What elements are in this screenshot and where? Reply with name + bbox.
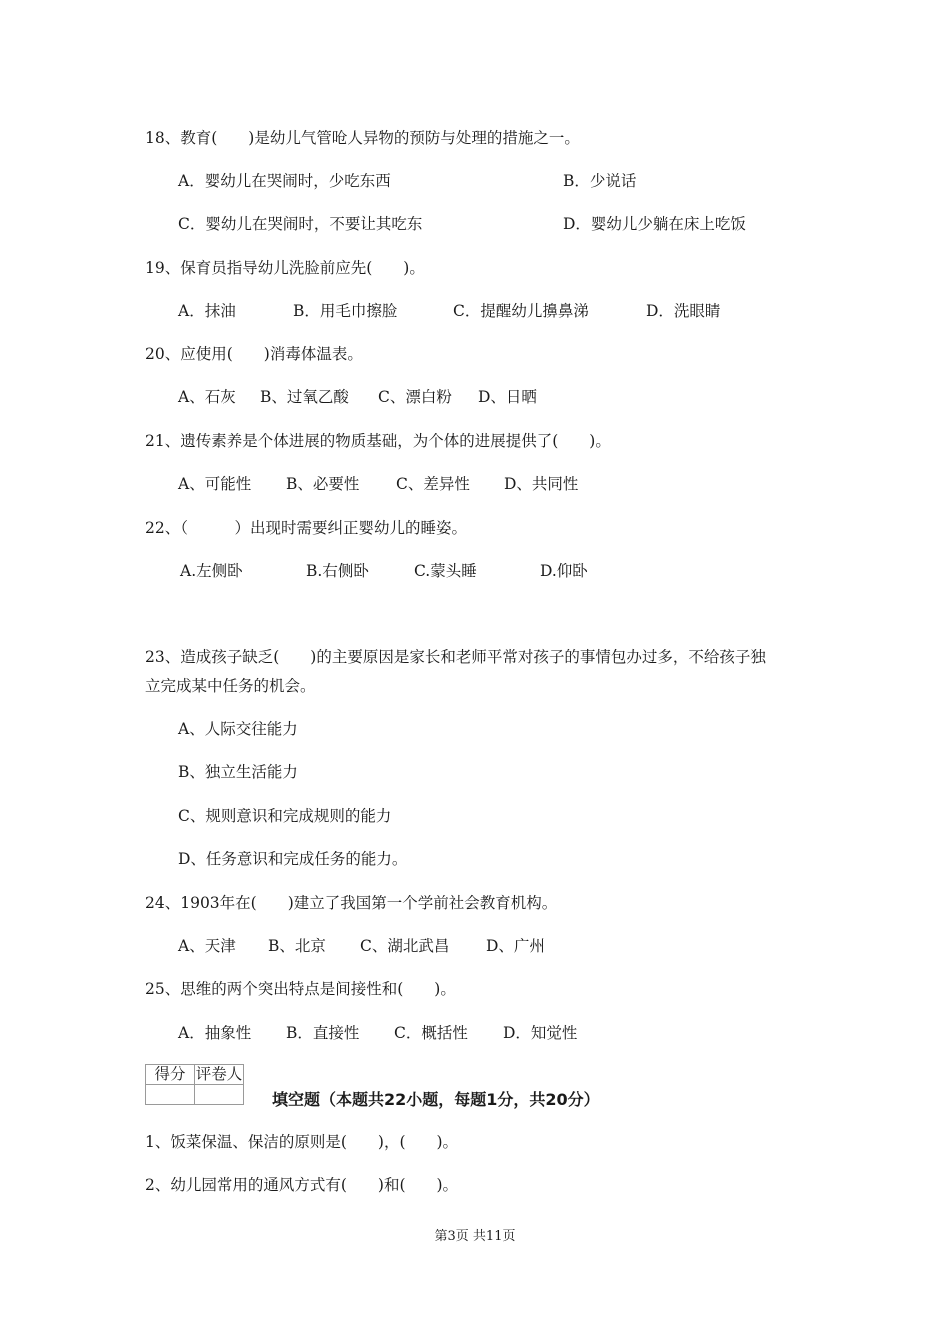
question-18-option-a[interactable]: A．婴幼儿在哭闹时，少吃东西 — [178, 172, 391, 190]
question-23-option-d[interactable]: D、任务意识和完成任务的能力。 — [178, 850, 408, 868]
question-23-stem-line1: 23、造成孩子缺乏( )的主要原因是家长和老师平常对孩子的事情包办过多，不给孩子独 — [145, 648, 766, 666]
question-20-option-b[interactable]: B、过氧乙酸 — [260, 388, 349, 406]
question-23-stem-line2: 立完成某中任务的机会。 — [145, 677, 316, 695]
question-21-option-b[interactable]: B、必要性 — [286, 475, 360, 493]
question-22-option-b[interactable]: B.右侧卧 — [306, 562, 369, 580]
question-20-stem: 20、应使用( )消毒体温表。 — [145, 345, 363, 363]
question-21-option-a[interactable]: A、可能性 — [178, 475, 252, 493]
question-23-option-a[interactable]: A、人际交往能力 — [178, 720, 298, 738]
question-19-option-d[interactable]: D．洗眼睛 — [646, 302, 721, 320]
question-25-option-a[interactable]: A．抽象性 — [178, 1024, 252, 1042]
question-21-option-d[interactable]: D、共同性 — [504, 475, 579, 493]
question-20-option-a[interactable]: A、石灰 — [178, 388, 236, 406]
score-cell[interactable] — [146, 1085, 195, 1105]
question-25-option-d[interactable]: D．知觉性 — [503, 1024, 578, 1042]
question-25-stem: 25、思维的两个突出特点是间接性和( )。 — [145, 980, 456, 998]
question-22-option-c[interactable]: C.蒙头睡 — [414, 562, 477, 580]
question-24-option-a[interactable]: A、天津 — [178, 937, 236, 955]
question-21-stem: 21、遗传素养是个体进展的物质基础，为个体的进展提供了( )。 — [145, 432, 611, 450]
question-19-option-b[interactable]: B．用毛巾擦脸 — [293, 302, 398, 320]
page-number: 第3页 共11页 — [434, 1229, 516, 1244]
question-18-option-b[interactable]: B．少说话 — [563, 172, 637, 190]
question-23-option-c[interactable]: C、规则意识和完成规则的能力 — [178, 807, 392, 825]
question-22-option-d[interactable]: D.仰卧 — [540, 562, 588, 580]
grader-cell[interactable] — [195, 1085, 244, 1105]
question-23-option-b[interactable]: B、独立生活能力 — [178, 763, 298, 781]
fill-in-question-2: 2、幼儿园常用的通风方式有( )和( )。 — [145, 1176, 459, 1194]
question-25-option-c[interactable]: C．概括性 — [394, 1024, 468, 1042]
question-22-option-a[interactable]: A.左侧卧 — [180, 562, 243, 580]
question-20-option-d[interactable]: D、日晒 — [478, 388, 537, 406]
question-24-stem: 24、1903年在( )建立了我国第一个学前社会教育机构。 — [145, 894, 558, 912]
question-21-option-c[interactable]: C、差异性 — [396, 475, 470, 493]
question-18-stem: 18、教育( )是幼儿气管呛人异物的预防与处理的措施之一。 — [145, 129, 580, 147]
grader-label: 评卷人 — [195, 1065, 243, 1083]
question-25-option-b[interactable]: B．直接性 — [286, 1024, 360, 1042]
score-table — [145, 1064, 244, 1105]
question-18-option-c[interactable]: C．婴幼儿在哭闹时，不要让其吃东 — [178, 215, 423, 233]
question-24-option-c[interactable]: C、湖北武昌 — [360, 937, 450, 955]
question-18-option-d[interactable]: D．婴幼儿少躺在床上吃饭 — [563, 215, 746, 233]
score-label: 得分 — [146, 1065, 195, 1085]
section-title-fill-in: 填空题（本题共22小题，每题1分，共20分） — [272, 1090, 600, 1109]
question-24-option-d[interactable]: D、广州 — [486, 937, 545, 955]
question-22-stem: 22、（ ）出现时需要纠正婴幼儿的睡姿。 — [145, 519, 467, 537]
fill-in-question-1: 1、饭菜保温、保洁的原则是( )，( )。 — [145, 1133, 459, 1151]
question-19-stem: 19、保育员指导幼儿洗脸前应先( )。 — [145, 259, 425, 277]
question-24-option-b[interactable]: B、北京 — [268, 937, 326, 955]
question-19-option-a[interactable]: A．抹油 — [178, 302, 236, 320]
question-19-option-c[interactable]: C．提醒幼儿擤鼻涕 — [453, 302, 589, 320]
question-20-option-c[interactable]: C、漂白粉 — [378, 388, 452, 406]
